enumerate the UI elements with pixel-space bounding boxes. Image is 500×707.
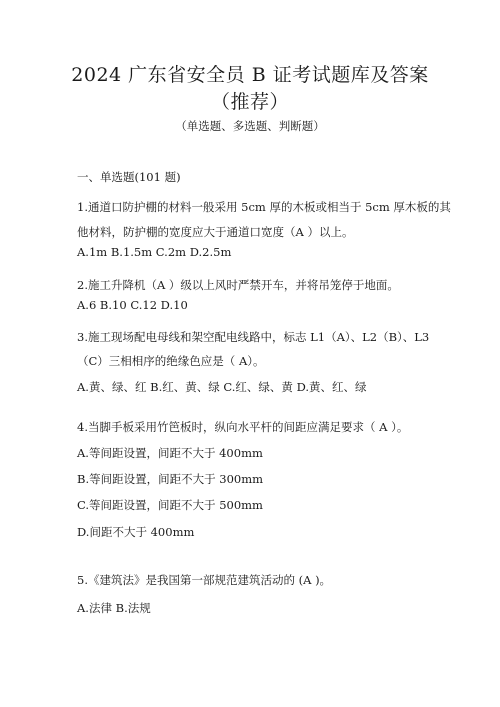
question-4-stem-line-1: 4.当脚手板采用竹笆板时，纵向水平杆的间距应满足要求（ A ）。 [77,420,409,434]
question-3-stem-line-1: 3.施工现场配电母线和架空配电线路中，标志 L1（A）、L2（B）、L3 [77,330,430,344]
question-2-stem-line-1: 2.施工升降机（A ）级以上风时严禁开车，并将吊笼停于地面。 [77,278,399,292]
question-4-option-b: B.等间距设置，间距不大于 300mm [77,472,264,486]
question-3-options: A.黄、绿、红 B.红、黄、绿 C.红、绿、黄 D.黄、红、绿 [77,380,367,394]
document-title: 2024 广东省安全员 B 证考试题库及答案（推荐） [71,64,429,113]
question-4-option-c: C.等间距设置，间距不大于 500mm [77,498,263,512]
section-heading: 一、单选题(101 题) [77,170,181,184]
question-5-options: A.法律 B.法规 [77,601,151,615]
question-2-options: A.6 B.10 C.12 D.10 [77,298,188,312]
question-4-option-d: D.间距不大于 400mm [77,525,195,539]
question-1-stem-line-1: 1.通道口防护棚的材料一般采用 5cm 厚的木板或相当于 5cm 厚木板的其 [77,200,451,214]
document-subtitle: （单选题、多选题、判断题） [175,119,325,133]
question-1-stem-line-2: 他材料，防护棚的宽度应大于通道口宽度（A ）以上。 [77,225,354,239]
question-1-options: A.1m B.1.5m C.2m D.2.5m [77,245,232,259]
question-4-option-a: A.等间距设置，间距不大于 400mm [77,446,263,460]
question-5-stem-line-1: 5.《建筑法》是我国第一部规范建筑活动的 (A )。 [77,573,332,587]
question-3-stem-line-2: （C）三相相序的绝缘色应是（ A）。 [77,354,265,368]
